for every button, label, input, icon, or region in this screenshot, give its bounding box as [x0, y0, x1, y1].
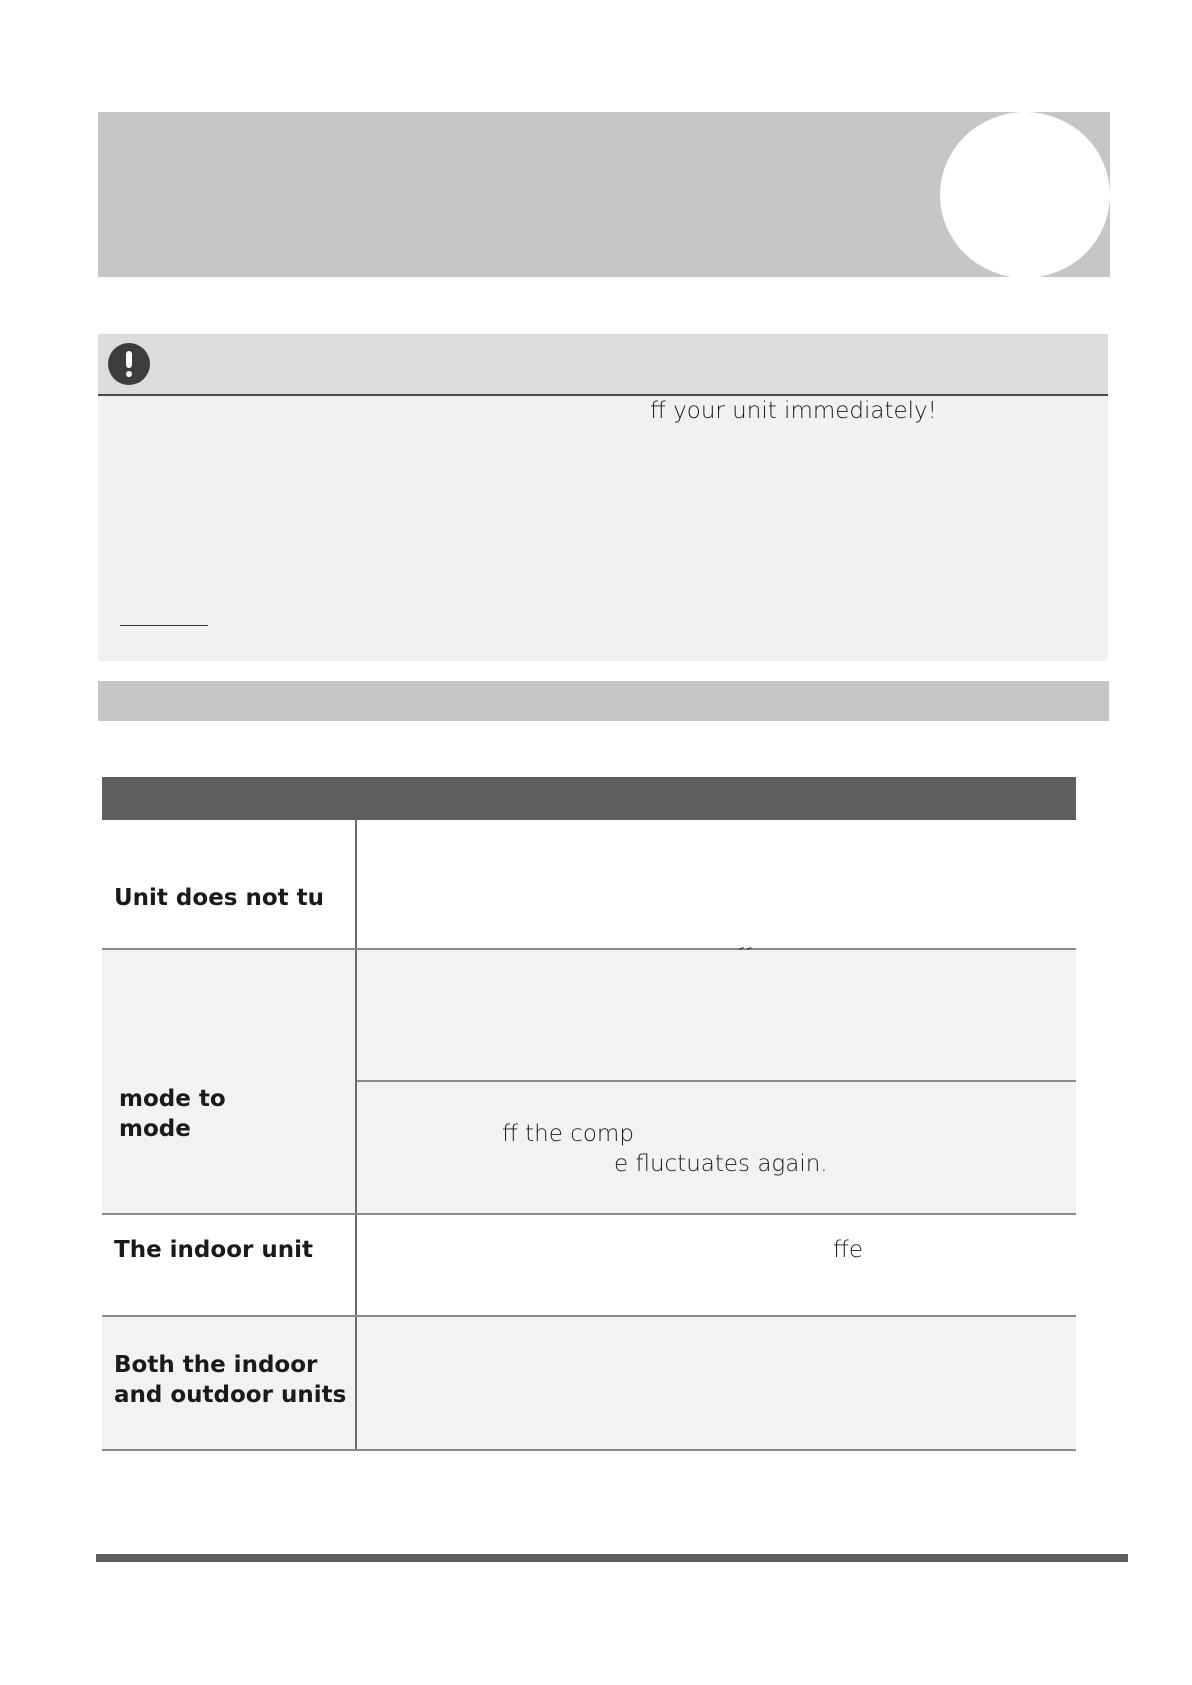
cause-cell [357, 1215, 1076, 1315]
table-row [102, 820, 1076, 950]
problem-cell [102, 820, 357, 948]
footer-rule [96, 1554, 1128, 1562]
cause-text: ff the comp [502, 1121, 634, 1147]
warning-header [98, 334, 1108, 396]
cause-cell [357, 820, 1076, 948]
cause-text: ffe [833, 1237, 863, 1263]
exclamation-icon [108, 343, 150, 385]
table-row [102, 950, 1076, 1215]
table-row [102, 1317, 1076, 1451]
problem-cell [102, 950, 357, 1213]
problem-text: Both the indoor [114, 1352, 318, 1378]
warning-underline [120, 625, 208, 626]
header-band [98, 112, 1110, 277]
cause-divider [357, 1080, 1076, 1082]
cause-text: e fluctuates again. [614, 1151, 828, 1177]
table-header [102, 777, 1076, 820]
header-circle [940, 112, 1110, 277]
problem-cell [102, 1215, 357, 1315]
warning-text-line1: ff your unit immediately! [650, 398, 937, 424]
problem-text: The indoor unit [114, 1237, 313, 1263]
problem-text: Unit does not tu [114, 885, 325, 911]
problem-cell [102, 1317, 357, 1449]
problem-text: mode [119, 1116, 191, 1142]
problem-text: and outdoor units [114, 1382, 347, 1408]
warning-body [98, 396, 1108, 661]
cause-cell [357, 950, 1076, 1213]
troubleshooting-table [102, 777, 1076, 1451]
table-row [102, 1215, 1076, 1317]
section-title-bar [98, 681, 1109, 721]
problem-text: mode to [119, 1086, 226, 1112]
cause-cell [357, 1317, 1076, 1449]
